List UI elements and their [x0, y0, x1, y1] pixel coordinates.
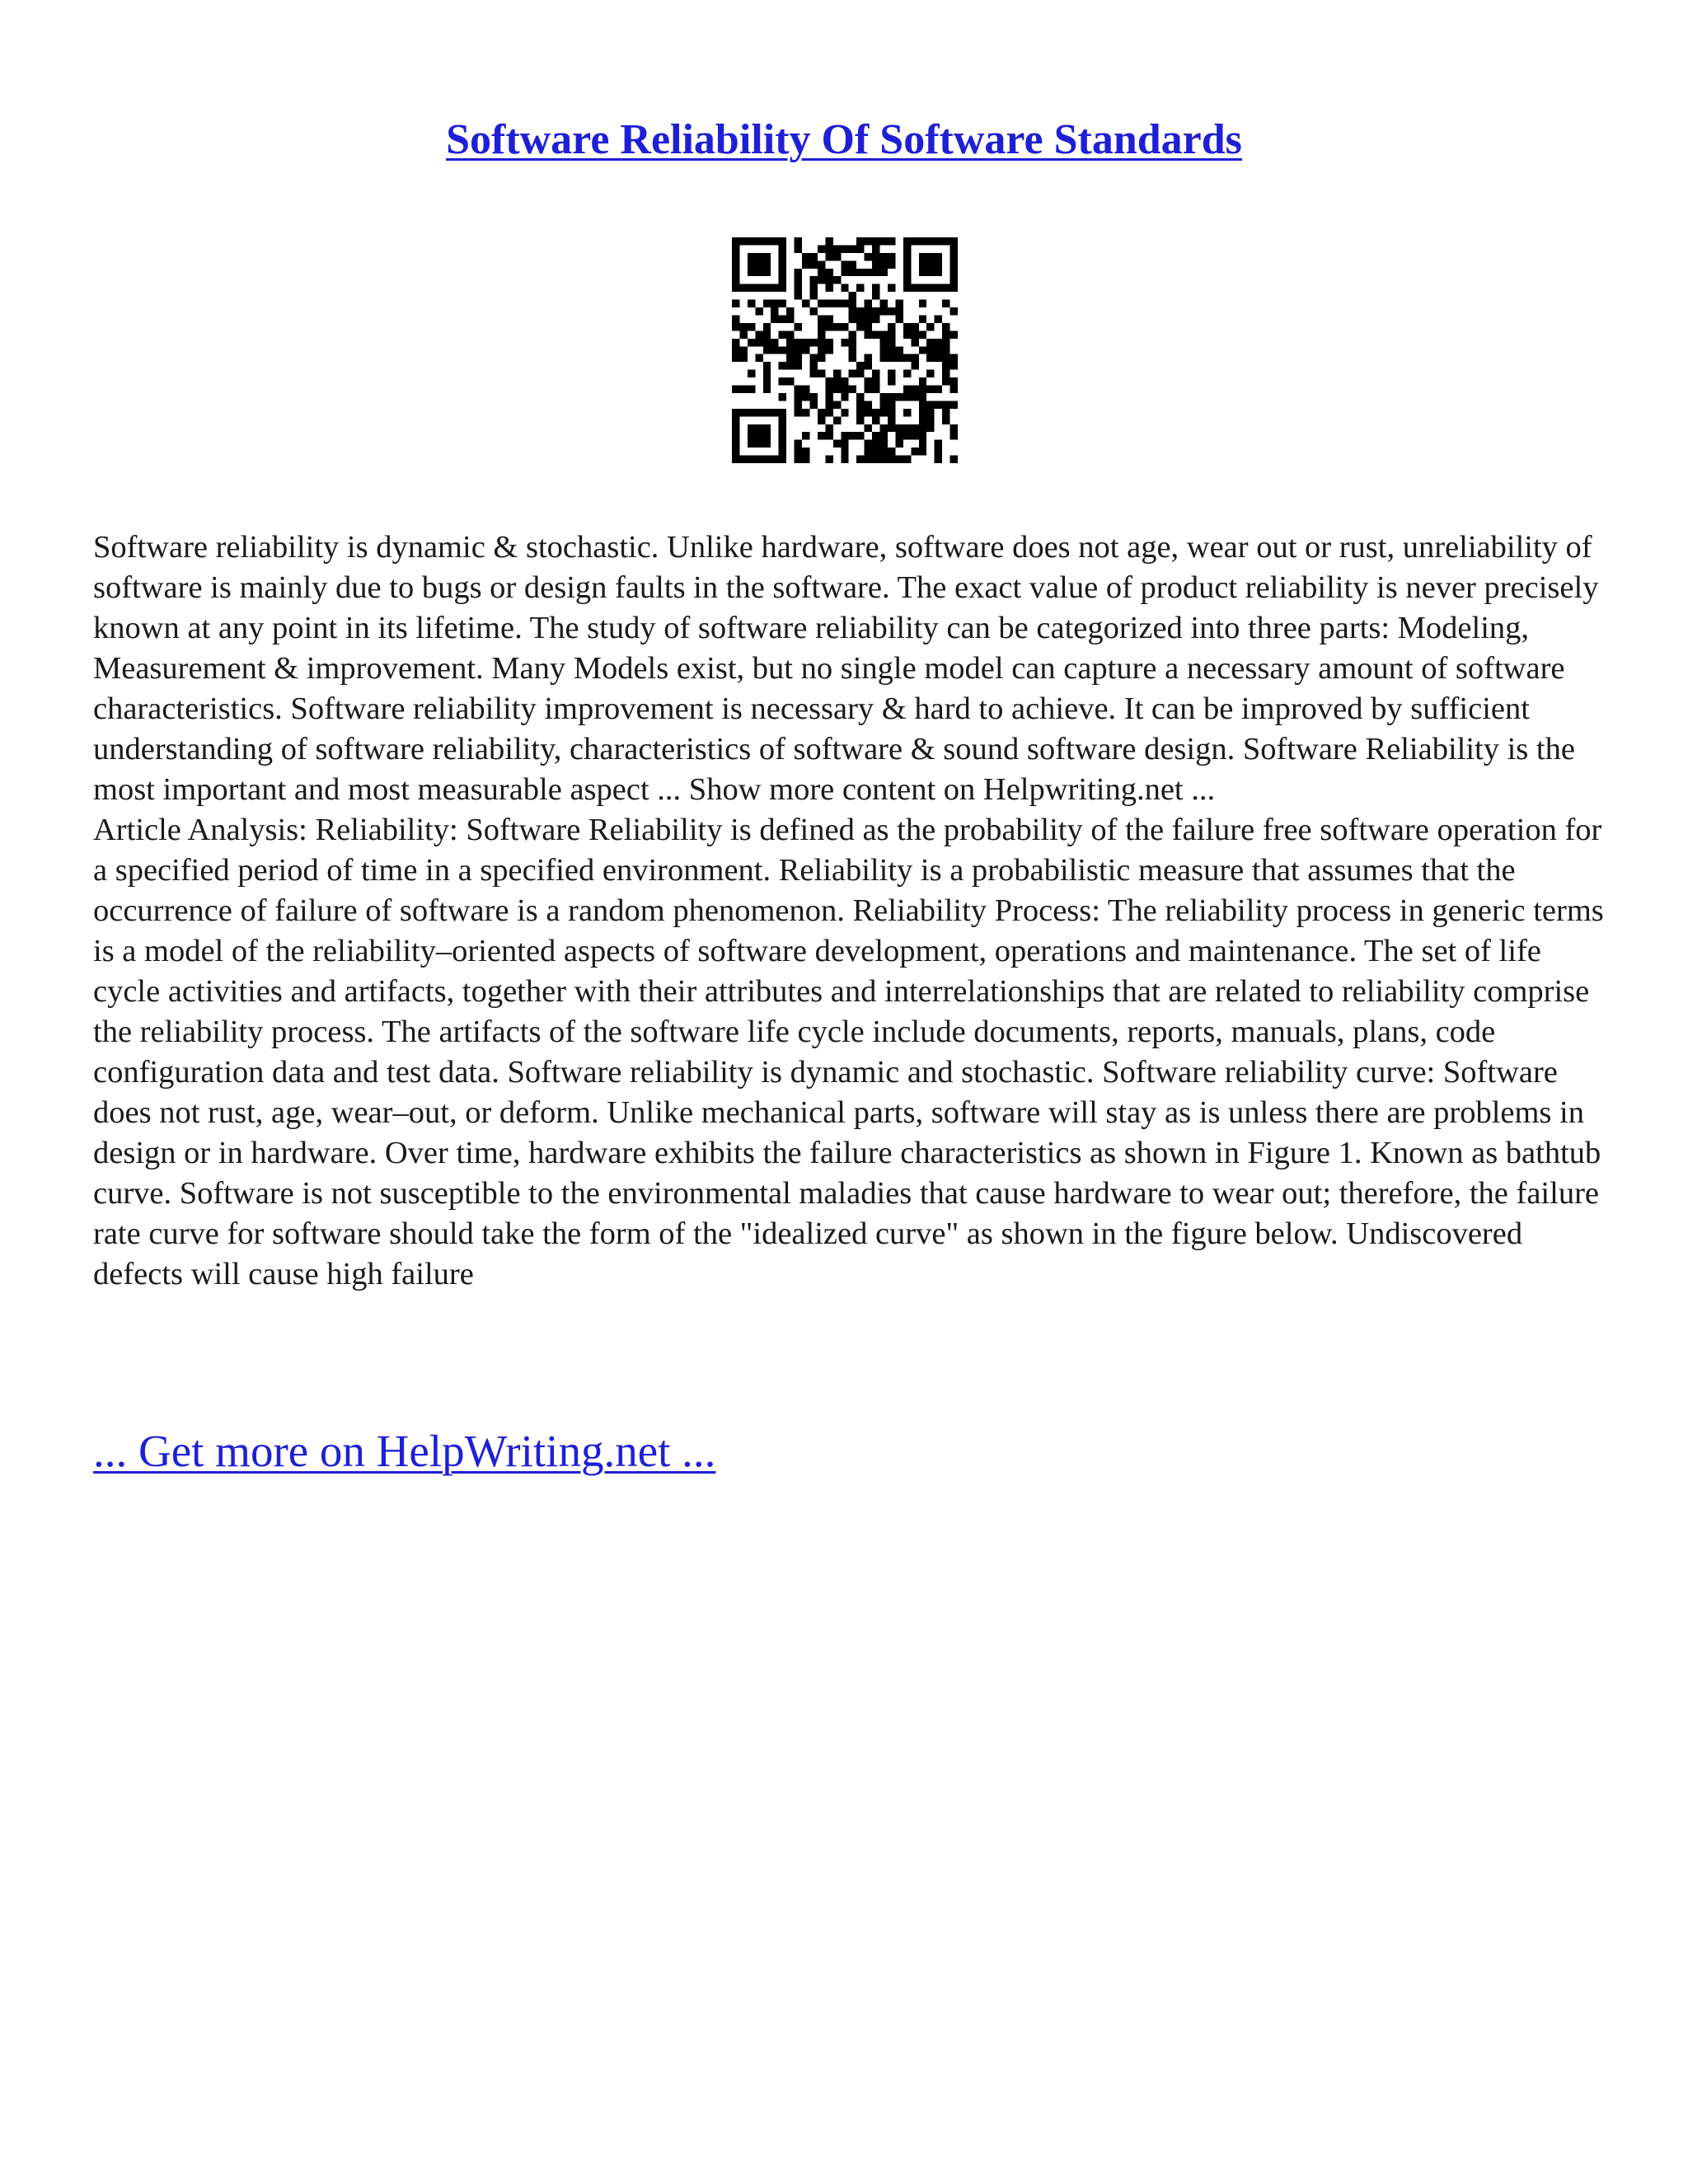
article-body [93, 527, 1610, 1295]
title-link[interactable]: Software Reliability Of Software Standards [446, 116, 1242, 163]
page-title [0, 114, 1688, 166]
qr-code-icon [732, 237, 958, 463]
get-more-link-container [93, 1424, 715, 1479]
paragraph-1: Software reliability is dynamic & stochastic. Unlike hardware, software does not age, wear out or rust, unreliability of software is mainly due to bugs or design faults in the software. The exact value of product reliability is never precisely known at any point in its lifetime. The study of software reliability can be categorized into three parts: Modeling, Measurement & improvement. Many Models exist, but no single model can capture a necessary amount of software characteristics. Software reliability improvement is necessary & hard to achieve. It can be improved by sufficient understanding of software reliability, characteristics of software & sound software design. Software Reliability is the most important and most measurable aspect ... Show more content on Helpwriting.net ... [93, 530, 1599, 807]
paragraph-2: Article Analysis: Reliability: Software Reliability is defined as the probability of the failure free software operation for a specified period of time in a specified environment. Reliability is a probabilistic measure that assumes that the occurrence of failure of software is a random phenomenon. Reliability Process: The reliability process in generic terms is a model of the reliability–oriented aspects of software development, operations and maintenance. The set of life cycle activities and artifacts, together with their attributes and interrelationships that are related to reliability comprise the reliability process. The artifacts of the software life cycle include documents, reports, manuals, plans, code configuration data and test data. Software reliability is dynamic and stochastic. Software reliability curve: Software does not rust, age, wear–out, or deform. Unlike mechanical parts, software will stay as is unless there are problems in design or in hardware. Over time, hardware exhibits the failure characteristics as shown in Figure 1. Known as bathtub curve. Software is not susceptible to the environmental maladies that cause hardware to wear out; therefore, the failure rate curve for software should take the form of the "idealized curve" as shown in the figure below. Undiscovered defects will cause high failure [93, 813, 1604, 1291]
get-more-link[interactable]: ... Get more on HelpWriting.net ... [93, 1426, 716, 1476]
